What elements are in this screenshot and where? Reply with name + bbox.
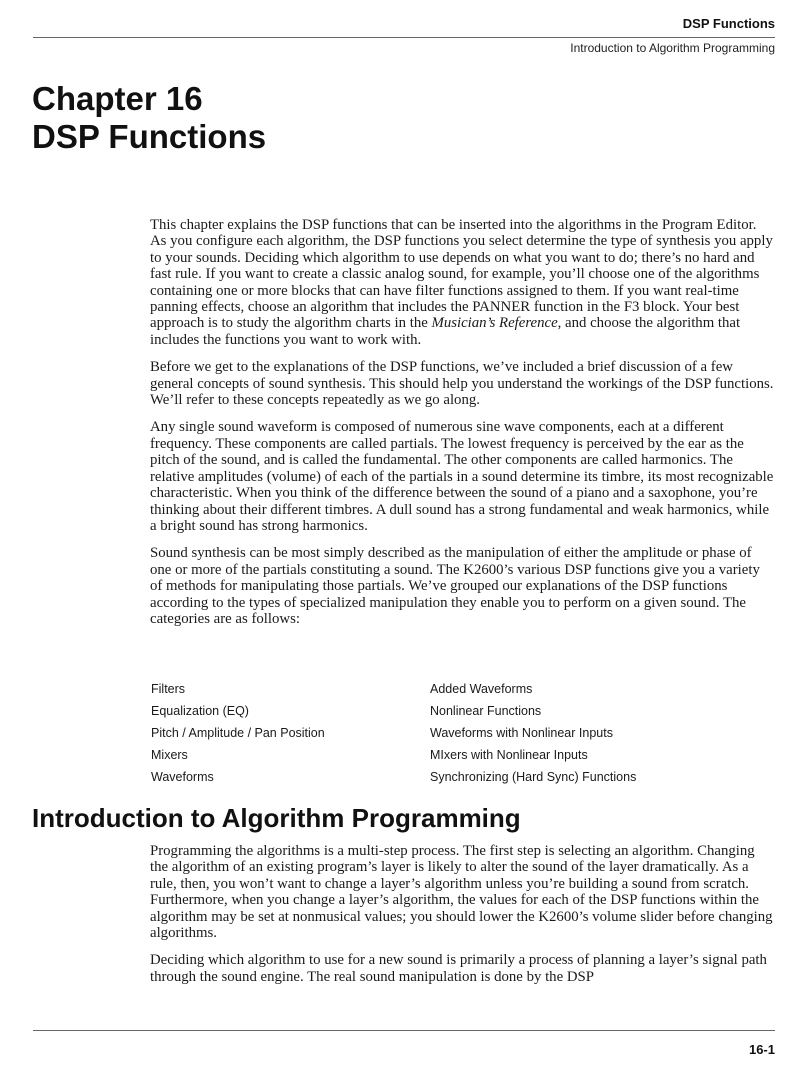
intro-body [150,217,775,638]
categories-list [151,682,771,792]
intro-paragraph-4: Sound synthesis can be most simply described as the manipulation of either the amplitude or phase of one or more of the partials constituting a sound. The K2600’s various DSP functions give you a variety of methods for manipulating those partials. We’ve grouped our explanations of the DSP functions according to the types of specialized manipulation they enable you to perform on a given sound. The categories are as follows: [150,545,760,627]
header-rule [33,37,775,38]
category-left: Filters [151,682,186,696]
category-right: MIxers with Nonlinear Inputs [430,748,588,762]
list-item [151,682,771,704]
chapter-name: DSP Functions [32,118,267,155]
category-right: Synchronizing (Hard Sync) Functions [430,770,637,784]
category-right: Waveforms with Nonlinear Inputs [430,726,613,740]
category-left: Waveforms [151,770,214,784]
list-item [151,748,771,770]
category-left: Pitch / Amplitude / Pan Position [151,726,325,740]
category-right: Nonlinear Functions [430,704,542,718]
page-number: 16-1 [748,1042,775,1057]
footer-rule [33,1030,775,1031]
list-item [151,704,771,726]
list-item [151,770,771,792]
intro-paragraph-1: This chapter explains the DSP functions that can be inserted into the algorithms in the Program Editor. As you configure each algorithm, the DSP functions you select determine the type of synthesis you apply to your sounds. Deciding which algorithm to use depends on what you want to do; there’s no hard and fast rule. If you want to create a classic analog sound, for example, you’ll choose one of the algorithms containing one or more blocks that can have filter functions assigned to them. If you want real-time panning effects, choose an algorithm that includes the PANNER function in the F3 block. Your best approach is to study the algorithm charts in the Musician’s Reference, and choose the algorithm that includes the functions you want to work with. [150,217,773,348]
category-right: Added Waveforms [430,682,533,696]
running-header-subtitle: Introduction to Algorithm Programming [570,41,775,55]
intro-paragraph-2: Before we get to the explanations of the DSP functions, we’ve included a brief discussion of a few general concepts of sound synthesis. This should help you understand the workings of the DSP functions. We’ll refer to these concepts repeatedly as we go along. [150,359,774,409]
category-left: Mixers [151,748,188,762]
chapter-title [32,80,266,156]
category-left: Equalization (EQ) [151,704,249,718]
section-heading: Introduction to Algorithm Programming [32,803,521,833]
section-paragraph-2: Deciding which algorithm to use for a new sound is primarily a process of planning a layer’s signal path through the sound engine. The real sound manipulation is done by the DSP [150,952,767,985]
chapter-number: Chapter 16 [32,80,203,117]
list-item [151,726,771,748]
section-paragraph-1: Programming the algorithms is a multi-step process. The first step is selecting an algorithm. Changing the algorithm of an existing program’s layer is likely to alter the sound of the layer dramatically. As a rule, then, you won’t want to change a layer’s algorithm unless you’re building a sound from scratch. Furthermore, when you change a layer’s algorithm, the values for each of the DSP functions within the algorithm may be set at nonmusical values; you should lower the K2600’s volume slider before changing algorithms. [150,843,773,942]
section-body [150,843,775,996]
running-header-title: DSP Functions [682,16,775,31]
musicians-reference-title: Musician’s Reference [431,315,558,332]
intro-paragraph-3: Any single sound waveform is composed of numerous sine wave components, each at a different frequency. These components are called partials. The lowest frequency is perceived by the ear as the pitch of the sound, and is called the fundamental. The other components are called harmonics. The relative amplitudes (volume) of each of the partials in a sound determine its timbre, its most recognizable characteristic. When you think of the difference between the sound of a piano and a saxophone, you’re thinking about their different timbres. A dull sound has a strong fundamental and weak harmonics, while a bright sound has strong harmonics. [150,419,774,534]
